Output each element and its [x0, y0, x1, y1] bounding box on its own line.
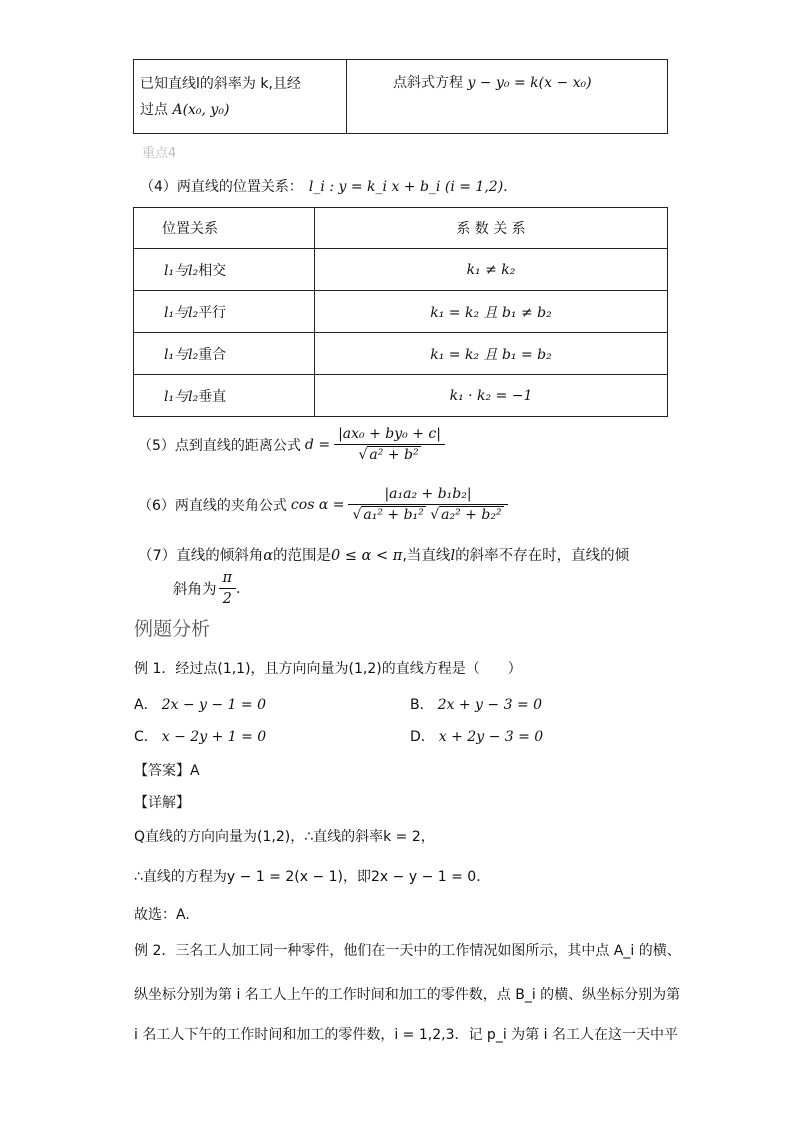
- table-row: l₁与l₂相交 k₁ ≠ k₂: [134, 249, 668, 291]
- distance-fraction: $\frac{\text{|ax₀ + by₀ + c|}}{\text{√ a² + b²}}$: [334, 426, 445, 463]
- example1-question: 例 1．经过点(1,1)，且方向向量为(1,2)的直线方程是（ ）: [134, 661, 522, 677]
- table-row: l₁与l₂垂直 k₁ · k₂ = −1: [134, 375, 668, 417]
- item7-line2: 斜角为 $\frac{\pi}{2}$ .: [173, 570, 241, 607]
- section-title: 例题分析: [134, 618, 211, 640]
- item7-line1: （7）直线的倾斜角α的范围是0 ≤ α < π,当直线l的斜率不存在时，直线的倾: [138, 548, 630, 564]
- header-relation: 位置关系: [134, 208, 315, 249]
- condition-line2: 过点 A(x₀, y₀): [140, 101, 230, 118]
- option-b: B． 2x + y − 3 = 0: [410, 697, 543, 713]
- condition-cell: [134, 60, 347, 134]
- option-a: A． 2x − y − 1 = 0: [134, 697, 266, 713]
- detail-line1: Q直线的方向向量为(1,2)，∴直线的斜率k = 2，: [134, 829, 435, 845]
- header-coefficient: 系 数 关 系: [315, 208, 668, 249]
- option-d: D． x + 2y − 3 = 0: [410, 729, 544, 745]
- relation-table: [133, 207, 668, 417]
- answer-line: 【答案】A: [134, 763, 200, 779]
- point-slope-table: [133, 59, 668, 134]
- option-c: C． x − 2y + 1 = 0: [134, 729, 267, 745]
- item4-line: （4）两直线的位置关系： l_i : y = k_i x + b_i (i = 1,2).: [140, 179, 508, 195]
- watermark-text: 重点4: [142, 146, 177, 161]
- point-slope-equation: 点斜式方程 y − y₀ = k(x − x₀): [393, 75, 592, 91]
- table-row: l₁与l₂平行 k₁ = k₂ 且 b₁ ≠ b₂: [134, 291, 668, 333]
- detail-label: 【详解】: [134, 795, 190, 811]
- table-row: l₁与l₂重合 k₁ = k₂ 且 b₁ = b₂: [134, 333, 668, 375]
- conclusion-line: 故选：A.: [134, 907, 190, 923]
- table-header-row: [134, 208, 668, 249]
- example2-line3: i 名工人下午的工作时间和加工的零件数，i = 1,2,3．记 p_i 为第 i 名工人在这一天中平: [134, 1027, 678, 1043]
- item6-formula: （6）两直线的夹角公式 cos α = $\frac{\text{|a₁a₂ + b₁b₂|}}{\text{√ a₁² + b₁² √ a₂² + b₂²}}$: [138, 486, 508, 523]
- angle-fraction: $\frac{\text{|a₁a₂ + b₁b₂|}}{\text{√ a₁² + b₁² √ a₂² + b₂²}}$: [348, 486, 507, 523]
- detail-line2: ∴直线的方程为y − 1 = 2(x − 1)，即2x − y − 1 = 0．: [134, 869, 491, 885]
- equation-cell: [347, 60, 668, 134]
- example2-line2: 纵坐标分别为第 i 名工人上午的工作时间和加工的零件数，点 B_i 的横、纵坐标分别为第: [134, 987, 681, 1003]
- condition-line1: 已知直线l的斜率为 k,且经: [140, 75, 301, 92]
- example2-line1: 例 2．三名工人加工同一种零件，他们在一天中的工作情况如图所示，其中点 A_i 的横、: [134, 943, 681, 959]
- item5-formula: （5）点到直线的距离公式 d = $\frac{\text{|ax₀ + by₀ + c|}}{\text{√ a² + b²}}$: [138, 426, 445, 463]
